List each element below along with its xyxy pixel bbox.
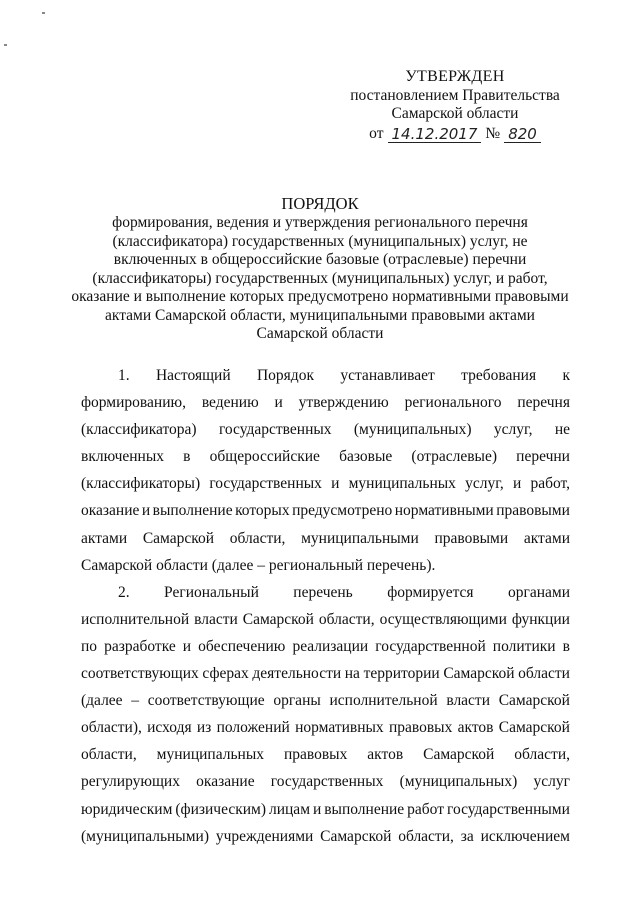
approval-date-line xyxy=(330,125,580,144)
scan-artifact xyxy=(42,12,45,14)
document-title: ПОРЯДОК xyxy=(281,194,359,213)
word: Самарской xyxy=(443,665,515,683)
text-line xyxy=(81,687,570,714)
word: общероссийские xyxy=(209,448,320,466)
word: не xyxy=(554,421,570,439)
scan-artifact xyxy=(4,44,7,46)
word: актов xyxy=(457,719,494,737)
word: правовых xyxy=(283,746,348,764)
text-line xyxy=(81,660,570,687)
word: требования xyxy=(461,367,537,384)
approval-stamp xyxy=(330,68,580,143)
word: Региональный xyxy=(164,583,259,601)
word: положений xyxy=(216,719,290,737)
subtitle-line: включенных в общероссийские базовые (отраслевые) перечни xyxy=(113,251,527,268)
word: органами xyxy=(507,583,570,601)
approval-line-2: Самарской области xyxy=(391,105,519,122)
handwritten-number: 820 xyxy=(504,126,541,143)
word: (далее xyxy=(81,692,123,710)
word: регулирующих xyxy=(81,773,180,791)
word: муниципальных xyxy=(156,746,264,764)
subtitle-line: (классификаторы) государственных (муниципальных) услуг, и работ, xyxy=(92,269,548,287)
word: предусмотрено xyxy=(292,502,393,520)
word: выполнение xyxy=(324,800,405,818)
paragraph-1 xyxy=(81,362,570,579)
word: (муниципальными) xyxy=(81,827,209,845)
word: услуг, xyxy=(465,475,504,493)
word: области), xyxy=(81,719,142,737)
word: муниципальных xyxy=(348,475,456,493)
word: на xyxy=(344,665,360,683)
word: работ xyxy=(407,800,444,818)
word: реализации xyxy=(292,637,369,655)
word: ведению xyxy=(201,394,259,412)
word: и xyxy=(312,800,322,818)
word: исполнительной xyxy=(329,692,438,710)
word: актами xyxy=(81,529,128,547)
word: органы xyxy=(273,692,321,710)
word: правовыми xyxy=(496,502,570,520)
word: исполнительной xyxy=(81,610,190,628)
word: услуг xyxy=(533,773,570,791)
word: к xyxy=(562,367,570,384)
text-line xyxy=(81,470,570,497)
approval-heading: УТВЕРЖДЕН xyxy=(405,68,505,85)
date-prefix: от xyxy=(369,124,384,142)
text-line xyxy=(81,389,570,416)
subtitle-line: актами Самарской области, муниципальными правовыми актами xyxy=(105,306,535,324)
word: области, xyxy=(229,529,286,547)
word: исключением xyxy=(480,827,570,845)
word: перечни xyxy=(516,448,570,466)
word: области xyxy=(518,665,570,683)
text-line xyxy=(81,823,570,850)
word: учреждениями xyxy=(215,827,314,845)
word: Самарской xyxy=(142,529,215,547)
word: соответствующих xyxy=(81,665,199,683)
word: формируется xyxy=(387,583,474,601)
word: государственных xyxy=(209,475,322,493)
word: в xyxy=(183,448,191,466)
word: территории xyxy=(363,665,440,683)
word: области, xyxy=(514,746,570,764)
text-line xyxy=(81,443,570,470)
text-line xyxy=(81,497,570,524)
word: по xyxy=(81,637,98,655)
subtitle-line: оказание и выполнение которых предусмотрено нормативными правовыми xyxy=(71,288,569,305)
number-prefix: № xyxy=(485,124,501,142)
word: актами xyxy=(523,529,570,547)
word: включенных xyxy=(81,448,165,466)
approval-line-1: постановлением Правительства xyxy=(350,86,560,104)
word: деятельности xyxy=(252,665,342,683)
word: (отраслевые) xyxy=(411,448,497,466)
subtitle-line: Самарской области xyxy=(256,325,384,342)
word: Самарской xyxy=(498,719,570,737)
word: муниципальными xyxy=(301,529,419,547)
word: государственных xyxy=(218,421,332,439)
word: области, xyxy=(398,827,454,845)
text-line xyxy=(81,416,570,443)
word: из xyxy=(196,719,212,737)
text-line xyxy=(81,796,570,823)
word: устанавливает xyxy=(340,367,435,384)
word: перечня xyxy=(517,394,570,412)
word: выполнение xyxy=(152,502,233,520)
word: (муниципальных) xyxy=(353,421,472,439)
subtitle-line: (классификатора) государственных (муниципальных) услуг, не xyxy=(112,232,528,250)
word: оказание xyxy=(196,773,255,791)
word: Самарской xyxy=(242,610,314,628)
word: нормативными xyxy=(394,502,494,520)
word: функции xyxy=(511,610,570,628)
word: (физическим) xyxy=(175,800,267,818)
text-line: Самарской области (далее – региональный перечень). xyxy=(81,556,436,574)
word: в xyxy=(562,637,570,655)
word: (классификатора) xyxy=(81,421,197,439)
document-subtitle xyxy=(60,214,580,344)
word: оказание xyxy=(81,502,140,520)
word: и xyxy=(182,637,192,655)
word: Самарской xyxy=(320,827,392,845)
word: которых xyxy=(235,502,290,520)
word: обеспечению xyxy=(198,637,286,655)
word: услуг, xyxy=(493,421,533,439)
text-line xyxy=(81,741,570,768)
word: власти xyxy=(194,610,238,628)
word: Самарской xyxy=(423,746,495,764)
text-line xyxy=(81,606,570,633)
word: области, xyxy=(318,610,375,628)
word: исходя xyxy=(147,719,192,737)
word: сферах xyxy=(202,665,249,683)
word: области, xyxy=(81,746,137,764)
word: Самарской xyxy=(498,692,570,710)
word: актов xyxy=(367,746,404,764)
word: Порядок xyxy=(256,367,314,384)
word: (классификаторы) xyxy=(81,475,201,493)
word: работ, xyxy=(530,475,570,493)
word: соответствующие xyxy=(147,692,265,710)
word: за xyxy=(460,827,474,845)
word: формированию, xyxy=(81,394,186,412)
subtitle-line: формирования, ведения и утверждения регионального перечня xyxy=(112,214,528,231)
word: государственных xyxy=(270,773,384,791)
text-line xyxy=(81,633,570,660)
word: регионального xyxy=(404,394,502,412)
text-line xyxy=(81,714,570,741)
word: политики xyxy=(492,637,556,655)
word: перечень xyxy=(293,583,353,601)
word: утверждению xyxy=(298,394,389,412)
word: 1. xyxy=(118,367,130,384)
word: лицам xyxy=(268,800,310,818)
text-line xyxy=(81,525,570,552)
word: правовых xyxy=(388,719,453,737)
word: и xyxy=(141,502,151,520)
word: и xyxy=(512,475,522,493)
word: и xyxy=(331,475,340,493)
word: Настоящий xyxy=(155,367,231,384)
word: правовыми xyxy=(434,529,509,547)
word: разработке xyxy=(104,637,176,655)
word: власти xyxy=(446,692,491,710)
text-line xyxy=(81,362,570,389)
word: и xyxy=(274,394,283,412)
handwritten-date: 14.12.2017 xyxy=(388,126,482,143)
text-line xyxy=(81,768,570,795)
word: (муниципальных) xyxy=(399,773,518,791)
word: нормативных xyxy=(295,719,384,737)
word: государственными xyxy=(446,800,570,818)
text-line xyxy=(81,579,570,606)
paragraph-2 xyxy=(81,579,570,850)
document-body xyxy=(81,362,570,850)
word: базовые xyxy=(339,448,393,466)
word: юридическим xyxy=(81,800,173,818)
word: 2. xyxy=(118,583,130,601)
word: осуществляющими xyxy=(379,610,507,628)
word: государственной xyxy=(375,637,486,655)
word: – xyxy=(131,692,140,710)
